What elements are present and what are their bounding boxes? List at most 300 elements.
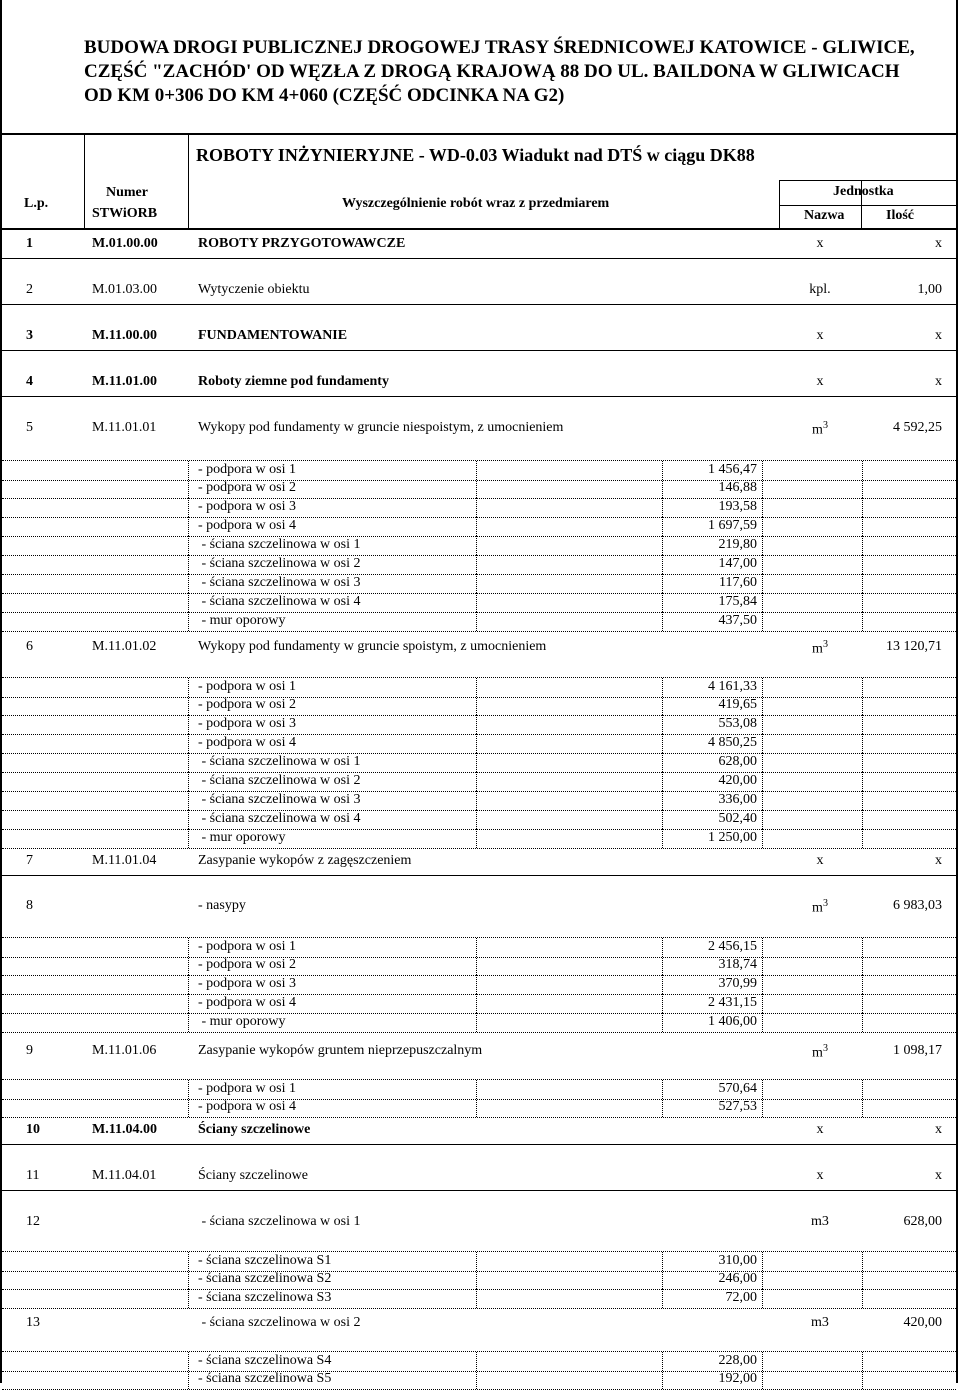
- cell-divider: [862, 1013, 863, 1032]
- table-row: [2, 1037, 956, 1065]
- item-value: 336,00: [718, 792, 757, 807]
- item-label: - ściana szczelinowa w osi 3: [198, 792, 361, 807]
- cell-divider: [662, 479, 663, 498]
- cell-divider: [188, 593, 189, 612]
- cell-divider: [188, 498, 189, 517]
- row-unit: [780, 420, 860, 439]
- cell-divider: [862, 1098, 863, 1117]
- list-item: [2, 479, 956, 499]
- cell-divider: [762, 956, 763, 975]
- item-label: - ściana szczelinowa w osi 3: [198, 575, 361, 590]
- cell-divider: [762, 574, 763, 593]
- cell-divider: [662, 734, 663, 753]
- item-value: 2 456,15: [708, 939, 757, 954]
- cell-divider: [862, 1352, 863, 1371]
- header-lp: L.p.: [24, 196, 49, 211]
- list-item: [2, 555, 956, 575]
- item-label: - podpora w osi 3: [198, 499, 296, 514]
- item-value: 228,00: [718, 1353, 757, 1368]
- cell-divider: [188, 791, 189, 810]
- item-value: 2 431,15: [708, 995, 757, 1010]
- item-value: 192,00: [718, 1371, 757, 1386]
- item-value: 4 850,25: [708, 735, 757, 750]
- header-unit-group: Jednostka: [833, 184, 894, 199]
- row-unit: [780, 898, 860, 917]
- row-unit-text: x: [816, 374, 824, 389]
- item-label: - podpora w osi 3: [198, 976, 296, 991]
- cell-divider: [762, 517, 763, 536]
- row-unit-text: m: [812, 1045, 823, 1061]
- list-item: [2, 791, 956, 811]
- row-code: M.11.00.00: [92, 328, 157, 343]
- item-label: - podpora w osi 1: [198, 679, 296, 694]
- table-row: [2, 1162, 956, 1191]
- cell-divider: [188, 994, 189, 1013]
- row-code: M.11.01.02: [92, 639, 157, 654]
- cell-divider: [476, 574, 477, 593]
- cell-divider: [662, 461, 663, 480]
- row-code: M.11.01.06: [92, 1043, 157, 1058]
- cell-divider: [762, 555, 763, 574]
- row-lp: 12: [26, 1214, 40, 1229]
- cell-divider: [188, 772, 189, 791]
- row-unit: [780, 1315, 860, 1331]
- item-value: 117,60: [719, 575, 757, 590]
- row-lp: 11: [26, 1168, 40, 1183]
- cell-divider: [762, 1080, 763, 1099]
- cell-divider: [476, 517, 477, 536]
- cell-divider: [476, 772, 477, 791]
- row-lp: 6: [26, 639, 33, 654]
- cell-divider: [476, 1352, 477, 1371]
- item-label: - mur oporowy: [198, 830, 286, 845]
- row-unit-text: x: [816, 236, 824, 251]
- cell-divider: [862, 810, 863, 829]
- cell-divider: [662, 1270, 663, 1289]
- row-quantity: x: [935, 1168, 942, 1183]
- cell-divider: [762, 1270, 763, 1289]
- item-value: 193,58: [718, 499, 757, 514]
- row-unit-sup: 3: [822, 639, 828, 650]
- cell-divider: [662, 753, 663, 772]
- cell-divider: [188, 696, 189, 715]
- cell-divider: [476, 612, 477, 631]
- row-unit: [780, 374, 860, 390]
- row-code: M.11.01.01: [92, 420, 157, 435]
- cell-divider: [662, 956, 663, 975]
- cell-divider: [762, 1013, 763, 1032]
- table-body: [2, 230, 956, 1386]
- item-value: 437,50: [718, 613, 757, 628]
- row-description: Zasypanie wykopów z zagęszczeniem: [198, 853, 412, 868]
- cell-divider: [862, 612, 863, 631]
- cell-divider: [188, 956, 189, 975]
- row-unit-text: x: [816, 328, 824, 343]
- cell-divider: [476, 1289, 477, 1308]
- header-description: Wyszczególnienie robót wraz z przedmiarem: [342, 196, 610, 211]
- row-unit: [780, 1214, 860, 1230]
- item-label: - ściana szczelinowa w osi 2: [198, 556, 361, 571]
- cell-divider: [188, 574, 189, 593]
- cell-divider: [188, 975, 189, 994]
- cell-divider: [662, 696, 663, 715]
- item-value: 246,00: [718, 1271, 757, 1286]
- row-quantity: x: [935, 328, 942, 343]
- cell-divider: [476, 1370, 477, 1389]
- list-item: [2, 994, 956, 1014]
- cell-divider: [862, 829, 863, 848]
- table-row: [2, 414, 956, 442]
- cell-divider: [762, 810, 763, 829]
- cell-divider: [476, 715, 477, 734]
- row-unit: [780, 639, 860, 658]
- cell-divider: [762, 536, 763, 555]
- cell-divider: [662, 574, 663, 593]
- row-lp: 1: [26, 236, 33, 251]
- row-unit-text: m3: [811, 1214, 829, 1229]
- cell-divider: [188, 938, 189, 957]
- row-unit: [780, 853, 860, 869]
- list-item: [2, 1351, 956, 1372]
- cell-divider: [188, 715, 189, 734]
- table-row: [2, 633, 956, 661]
- row-quantity: 13 120,71: [886, 639, 942, 654]
- row-code: M.11.01.00: [92, 374, 157, 389]
- item-label: - ściana szczelinowa S2: [198, 1271, 332, 1286]
- table-row: [2, 847, 956, 876]
- row-description: Zasypanie wykopów gruntem nieprzepuszczalnym: [198, 1043, 483, 1058]
- cell-divider: [762, 612, 763, 631]
- table-row: [2, 230, 956, 259]
- cell-divider: [762, 975, 763, 994]
- item-label: - ściana szczelinowa w osi 4: [198, 811, 361, 826]
- cell-divider: [188, 1013, 189, 1032]
- row-quantity: x: [935, 374, 942, 389]
- cell-divider: [476, 593, 477, 612]
- item-value: 628,00: [718, 754, 757, 769]
- item-label: - podpora w osi 4: [198, 735, 296, 750]
- item-value: 553,08: [718, 716, 757, 731]
- cell-divider: [862, 461, 863, 480]
- item-value: 1 250,00: [708, 830, 757, 845]
- cell-divider: [188, 1098, 189, 1117]
- row-quantity: x: [935, 853, 942, 868]
- cell-divider: [862, 772, 863, 791]
- item-label: - ściana szczelinowa w osi 1: [198, 537, 361, 552]
- cell-divider: [862, 1289, 863, 1308]
- cell-divider: [476, 479, 477, 498]
- cell-divider: [762, 829, 763, 848]
- cell-divider: [476, 791, 477, 810]
- list-item: [2, 937, 956, 958]
- list-item: [2, 715, 956, 735]
- cell-divider: [476, 829, 477, 848]
- row-description: - ściana szczelinowa w osi 2: [198, 1315, 361, 1330]
- item-label: - podpora w osi 3: [198, 716, 296, 731]
- cell-divider: [862, 555, 863, 574]
- title-line-2: CZĘŚĆ "ZACHÓD' OD WĘZŁA Z DROGĄ KRAJOWĄ 88 DO UL. BAILDONA W GLIWICACH: [84, 61, 900, 82]
- item-value: 4 161,33: [708, 679, 757, 694]
- row-quantity: 628,00: [903, 1214, 942, 1229]
- row-code: M.01.00.00: [92, 236, 158, 251]
- table-row: [2, 1208, 956, 1236]
- list-item: [2, 696, 956, 716]
- row-quantity: 420,00: [903, 1315, 942, 1330]
- header-numer: Numer: [106, 185, 148, 200]
- row-quantity: 6 983,03: [893, 898, 942, 913]
- cell-divider: [662, 1289, 663, 1308]
- item-label: - podpora w osi 4: [198, 995, 296, 1010]
- cell-divider: [662, 772, 663, 791]
- cell-divider: [862, 956, 863, 975]
- list-item: [2, 677, 956, 698]
- row-quantity: 1,00: [917, 282, 942, 297]
- cell-divider: [862, 1080, 863, 1099]
- item-label: - podpora w osi 2: [198, 480, 296, 495]
- cell-divider: [476, 696, 477, 715]
- cell-divider: [476, 1270, 477, 1289]
- table-row: [2, 1116, 956, 1145]
- title-line-3: OD KM 0+306 DO KM 4+060 (CZĘŚĆ ODCINKA NA G2): [84, 85, 565, 106]
- list-item: [2, 1289, 956, 1309]
- cell-divider: [762, 1252, 763, 1271]
- cell-divider: [476, 1098, 477, 1117]
- cell-divider: [476, 938, 477, 957]
- item-value: 570,64: [718, 1081, 757, 1096]
- row-description: Wykopy pod fundamenty w gruncie spoistym, z umocnieniem: [198, 639, 547, 654]
- cell-divider: [662, 612, 663, 631]
- cell-divider: [762, 938, 763, 957]
- cell-divider: [862, 734, 863, 753]
- cell-divider: [762, 994, 763, 1013]
- header-stwiorb: STWiORB: [92, 206, 158, 221]
- cell-divider: [476, 734, 477, 753]
- row-quantity: x: [935, 1122, 942, 1137]
- cell-divider: [188, 1289, 189, 1308]
- cell-divider: [662, 593, 663, 612]
- row-quantity: 1 098,17: [893, 1043, 942, 1058]
- item-label: - podpora w osi 2: [198, 697, 296, 712]
- cell-divider: [762, 1289, 763, 1308]
- cell-divider: [762, 1370, 763, 1389]
- row-unit-sup: 3: [822, 420, 828, 431]
- row-unit-sup: 3: [822, 898, 828, 909]
- item-value: 1 456,47: [708, 462, 757, 477]
- cell-divider: [188, 1080, 189, 1099]
- row-quantity: 4 592,25: [893, 420, 942, 435]
- cell-divider: [188, 461, 189, 480]
- row-unit-text: x: [816, 1122, 824, 1137]
- item-label: - ściana szczelinowa S4: [198, 1353, 332, 1368]
- cell-divider: [762, 498, 763, 517]
- row-unit: [780, 236, 860, 252]
- row-quantity: x: [935, 236, 942, 251]
- item-value: 175,84: [718, 594, 757, 609]
- item-label: - podpora w osi 1: [198, 939, 296, 954]
- cell-divider: [862, 753, 863, 772]
- list-item: [2, 460, 956, 481]
- cell-divider: [476, 975, 477, 994]
- list-item: [2, 517, 956, 537]
- item-value: 370,99: [718, 976, 757, 991]
- cell-divider: [662, 1013, 663, 1032]
- row-description: Ściany szczelinowe: [198, 1168, 309, 1183]
- item-value: 318,74: [718, 957, 757, 972]
- item-label: - podpora w osi 1: [198, 462, 296, 477]
- row-description: - nasypy: [198, 898, 246, 913]
- cell-divider: [862, 536, 863, 555]
- row-unit-text: x: [816, 853, 824, 868]
- list-item: [2, 1079, 956, 1100]
- cell-divider: [862, 1252, 863, 1271]
- cell-divider: [476, 1080, 477, 1099]
- row-unit: [780, 328, 860, 344]
- item-value: 219,80: [718, 537, 757, 552]
- cell-divider: [862, 517, 863, 536]
- item-value: 72,00: [725, 1290, 757, 1305]
- list-item: [2, 753, 956, 773]
- cell-divider: [476, 678, 477, 697]
- cell-divider: [862, 479, 863, 498]
- cell-divider: [188, 479, 189, 498]
- row-description: Wykopy pod fundamenty w gruncie niespoistym, z umocnieniem: [198, 420, 564, 435]
- cell-divider: [476, 753, 477, 772]
- cell-divider: [662, 938, 663, 957]
- table-header: [2, 135, 956, 230]
- cell-divider: [662, 1252, 663, 1271]
- list-item: [2, 829, 956, 849]
- row-description: ROBOTY PRZYGOTOWAWCZE: [198, 236, 406, 251]
- list-item: [2, 593, 956, 613]
- cell-divider: [862, 1270, 863, 1289]
- cell-divider: [476, 810, 477, 829]
- cell-divider: [188, 517, 189, 536]
- cell-divider: [762, 1098, 763, 1117]
- item-label: - podpora w osi 2: [198, 957, 296, 972]
- item-value: 310,00: [718, 1253, 757, 1268]
- cell-divider: [476, 1013, 477, 1032]
- item-value: 527,53: [718, 1099, 757, 1114]
- header-unit-qty: Ilość: [886, 208, 914, 223]
- row-unit-text: m: [812, 900, 823, 916]
- cell-divider: [662, 1352, 663, 1371]
- cell-divider: [762, 1352, 763, 1371]
- item-label: - podpora w osi 4: [198, 518, 296, 533]
- cell-divider: [476, 994, 477, 1013]
- table-row: [2, 322, 956, 351]
- list-item: [2, 975, 956, 995]
- item-value: 419,65: [718, 697, 757, 712]
- row-unit-text: m: [812, 641, 823, 657]
- row-unit: [780, 1122, 860, 1138]
- row-code: M.11.04.01: [92, 1168, 157, 1183]
- row-lp: 8: [26, 898, 33, 913]
- row-lp: 7: [26, 853, 33, 868]
- cell-divider: [662, 975, 663, 994]
- item-label: - mur oporowy: [198, 613, 286, 628]
- row-unit: [780, 282, 860, 298]
- row-lp: 9: [26, 1043, 33, 1058]
- list-item: [2, 536, 956, 556]
- header-unit-name: Nazwa: [804, 208, 845, 223]
- row-lp: 13: [26, 1315, 40, 1330]
- cell-divider: [476, 461, 477, 480]
- cell-divider: [188, 810, 189, 829]
- item-label: - ściana szczelinowa S3: [198, 1290, 332, 1305]
- cell-divider: [188, 1370, 189, 1389]
- cell-divider: [862, 574, 863, 593]
- list-item: [2, 1013, 956, 1033]
- cell-divider: [188, 753, 189, 772]
- cell-divider: [862, 696, 863, 715]
- row-code: M.01.03.00: [92, 282, 157, 297]
- row-lp: 10: [26, 1122, 40, 1137]
- cell-divider: [188, 1252, 189, 1271]
- row-code: M.11.04.00: [92, 1122, 157, 1137]
- list-item: [2, 498, 956, 518]
- cell-divider: [476, 1252, 477, 1271]
- cell-divider: [662, 555, 663, 574]
- section-title: ROBOTY INŻYNIERYJNE - WD-0.03 Wiadukt nad DTŚ w ciągu DK88: [196, 145, 755, 165]
- cell-divider: [476, 956, 477, 975]
- cell-divider: [662, 517, 663, 536]
- cell-divider: [662, 498, 663, 517]
- row-description: Ściany szczelinowe: [198, 1122, 311, 1137]
- cell-divider: [662, 994, 663, 1013]
- row-lp: 5: [26, 420, 33, 435]
- cell-divider: [476, 498, 477, 517]
- cell-divider: [662, 829, 663, 848]
- row-unit: [780, 1043, 860, 1062]
- list-item: [2, 1370, 956, 1390]
- cell-divider: [862, 975, 863, 994]
- cell-divider: [862, 994, 863, 1013]
- item-value: 1 406,00: [708, 1014, 757, 1029]
- item-label: - ściana szczelinowa S5: [198, 1371, 332, 1386]
- table-row: [2, 276, 956, 305]
- title-line-1: BUDOWA DROGI PUBLICZNEJ DROGOWEJ TRASY ŚREDNICOWEJ KATOWICE - GLIWICE,: [84, 37, 915, 58]
- cell-divider: [862, 715, 863, 734]
- cell-divider: [862, 678, 863, 697]
- cell-divider: [862, 791, 863, 810]
- cell-divider: [188, 555, 189, 574]
- row-description: Roboty ziemne pod fundamenty: [198, 374, 389, 389]
- cell-divider: [762, 734, 763, 753]
- row-description: Wytyczenie obiektu: [198, 282, 310, 297]
- cell-divider: [662, 1370, 663, 1389]
- list-item: [2, 810, 956, 830]
- row-unit-text: kpl.: [809, 282, 831, 297]
- table-row: [2, 368, 956, 397]
- item-value: 147,00: [718, 556, 757, 571]
- row-description: - ściana szczelinowa w osi 1: [198, 1214, 361, 1229]
- cell-divider: [762, 461, 763, 480]
- row-description: FUNDAMENTOWANIE: [198, 328, 348, 343]
- table-row: [2, 1309, 956, 1337]
- cell-divider: [862, 498, 863, 517]
- cell-divider: [762, 715, 763, 734]
- list-item: [2, 1251, 956, 1272]
- cell-divider: [662, 536, 663, 555]
- cell-divider: [188, 829, 189, 848]
- cell-divider: [662, 791, 663, 810]
- list-item: [2, 956, 956, 976]
- row-unit: [780, 1168, 860, 1184]
- cell-divider: [762, 772, 763, 791]
- item-label: - mur oporowy: [198, 1014, 286, 1029]
- cell-divider: [762, 593, 763, 612]
- document-title: [2, 0, 956, 135]
